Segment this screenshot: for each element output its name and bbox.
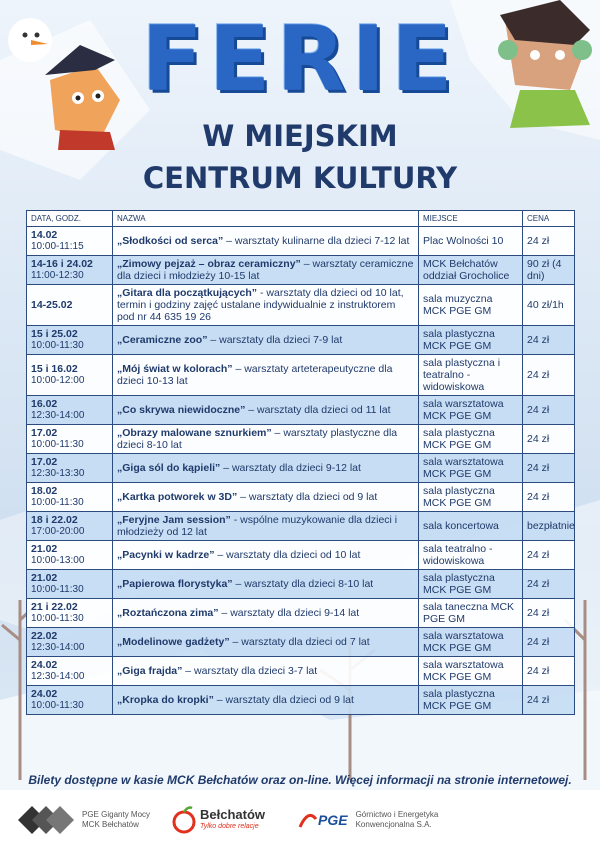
table-row	[27, 285, 575, 326]
cell-price: 40 zł/1h	[523, 285, 575, 326]
event-date: 15 i 25.02	[31, 328, 78, 340]
event-description: – warsztaty dla dzieci 7-9 lat	[207, 334, 343, 346]
mck-logo	[18, 790, 150, 849]
table-header-row	[27, 211, 575, 227]
event-date: 18 i 22.02	[31, 514, 78, 526]
cell-price: 24 zł	[523, 483, 575, 512]
event-date: 21.02	[31, 572, 58, 584]
event-time: 10:00-12:00	[31, 375, 85, 386]
cell-price: 24 zł	[523, 599, 575, 628]
table-row	[27, 541, 575, 570]
cell-place: sala plastyczna MCK PGE GM	[419, 686, 523, 715]
cell-name	[113, 326, 419, 355]
event-description: – warsztaty dla dzieci od 7 lat	[229, 636, 370, 648]
cell-name	[113, 599, 419, 628]
cell-name	[113, 227, 419, 256]
cell-place: sala plastyczna MCK PGE GM	[419, 483, 523, 512]
cell-price: 24 zł	[523, 570, 575, 599]
belchatow-name: Bełchatów	[200, 807, 266, 822]
header-name: NAZWA	[113, 211, 419, 227]
event-date: 17.02	[31, 427, 58, 439]
subtitle-line-1: W MIEJSKIM	[202, 119, 398, 153]
belchatow-logo	[172, 790, 265, 849]
cell-date	[27, 570, 113, 599]
event-date: 14-16 i 24.02	[31, 258, 93, 270]
event-description: – warsztaty dla dzieci 8-10 lat	[232, 578, 374, 590]
cell-price: 24 zł	[523, 227, 575, 256]
cell-name	[113, 285, 419, 326]
header-price: CENA	[523, 211, 575, 227]
mck-logo-line1: PGE Giganty Mocy	[82, 809, 151, 819]
event-title: „Mój świat w kolorach”	[117, 363, 233, 375]
event-title: „Kropka do kropki”	[117, 694, 214, 706]
table-row	[27, 256, 575, 285]
cell-place: sala teatralno -widowiskowa	[419, 541, 523, 570]
event-description: – warsztaty ceramiczne dla dzieci i młodzieży 10-15 lat	[117, 258, 414, 282]
cell-price: 24 zł	[523, 657, 575, 686]
pge-line2: Konwencjonalna S.A.	[355, 819, 432, 829]
cell-date	[27, 396, 113, 425]
cell-date	[27, 657, 113, 686]
table-row	[27, 425, 575, 454]
cell-place: sala plastyczna i teatralno -widowiskowa	[419, 355, 523, 396]
event-title: „Feryjne Jam session”	[117, 514, 231, 526]
cell-name	[113, 454, 419, 483]
event-title: „Ceramiczne zoo”	[117, 334, 208, 346]
event-time: 12:30-14:00	[31, 642, 85, 653]
cell-place: Plac Wolności 10	[419, 227, 523, 256]
event-time: 10:00-11:30	[31, 700, 84, 711]
event-title: „Zimowy pejzaż – obraz ceramiczny”	[117, 258, 301, 270]
event-description: - warsztaty dla dzieci od 10 lat, termin i godziny zajęć ustalane indywidualnie z instruktorem pod nr 44 635 19 26	[117, 287, 404, 323]
cell-name	[113, 686, 419, 715]
table-row	[27, 570, 575, 599]
event-time: 10:00-11:30	[31, 340, 84, 351]
event-time: 10:00-11:30	[31, 439, 84, 450]
header-date: DATA, GODZ.	[27, 211, 113, 227]
mck-logo-line2: MCK Bełchatów	[82, 819, 139, 829]
cell-place: sala warsztatowa MCK PGE GM	[419, 657, 523, 686]
cell-price: 90 zł (4 dni)	[523, 256, 575, 285]
cell-date	[27, 512, 113, 541]
event-time: 12:30-14:00	[31, 410, 85, 421]
pge-arc-icon	[298, 809, 318, 831]
event-date: 16.02	[31, 398, 58, 410]
event-description: – warsztaty kulinarne dla dzieci 7-12 lat	[223, 235, 410, 247]
cell-place: sala plastyczna MCK PGE GM	[419, 425, 523, 454]
event-time: 10:00-11:30	[31, 613, 84, 624]
event-title: „Giga sól do kąpieli”	[117, 462, 221, 474]
event-description: – warsztaty plastyczne dla dzieci 8-10 lat	[117, 427, 398, 451]
event-title: „Papierowa florystyka”	[117, 578, 233, 590]
event-description: – warsztaty dla dzieci od 9 lat	[237, 491, 378, 503]
event-date: 22.02	[31, 630, 58, 642]
table-row	[27, 396, 575, 425]
cell-price: 24 zł	[523, 355, 575, 396]
cell-name	[113, 657, 419, 686]
event-time: 10:00-11:15	[31, 241, 84, 252]
cell-place: sala plastyczna MCK PGE GM	[419, 570, 523, 599]
cell-place: sala plastyczna MCK PGE GM	[419, 326, 523, 355]
cell-name	[113, 512, 419, 541]
event-description: - wspólne muzykowanie dla dzieci i młodzieży od 12 lat	[117, 514, 398, 538]
cell-name	[113, 541, 419, 570]
cell-place: sala taneczna MCK PGE GM	[419, 599, 523, 628]
cell-date	[27, 425, 113, 454]
event-date: 21 i 22.02	[31, 601, 78, 613]
event-title: „Gitara dla początkujących”	[117, 287, 258, 299]
event-title: „Obrazy malowane sznurkiem”	[117, 427, 272, 439]
event-time: 10:00-11:30	[31, 497, 84, 508]
event-description: – warsztaty dla dzieci 9-12 lat	[220, 462, 361, 474]
table-row	[27, 628, 575, 657]
cell-price: bezpłatnie	[523, 512, 575, 541]
table-row	[27, 454, 575, 483]
event-date: 18.02	[31, 485, 58, 497]
cell-date	[27, 285, 113, 326]
cell-name	[113, 483, 419, 512]
pge-name: PGE	[318, 811, 348, 828]
main-title: FERIE	[141, 7, 459, 112]
schedule-table	[26, 210, 575, 715]
event-title: „Kartka potworek w 3D”	[117, 491, 238, 503]
table-row	[27, 686, 575, 715]
event-title: „Roztańczona zima”	[117, 607, 219, 619]
event-date: 14.02	[31, 229, 58, 241]
header	[0, 0, 600, 205]
event-time: 12:30-14:00	[31, 671, 85, 682]
cell-place: sala muzyczna MCK PGE GM	[419, 285, 523, 326]
cell-place: sala koncertowa	[419, 512, 523, 541]
event-date: 17.02	[31, 456, 58, 468]
cell-date	[27, 454, 113, 483]
cell-price: 24 zł	[523, 326, 575, 355]
table-row	[27, 227, 575, 256]
cell-place: sala warsztatowa MCK PGE GM	[419, 628, 523, 657]
cell-date	[27, 355, 113, 396]
event-description: – warsztaty dla dzieci od 11 lat	[245, 404, 391, 416]
cell-date	[27, 686, 113, 715]
cell-price: 24 zł	[523, 425, 575, 454]
belchatow-tagline: Tylko dobre relacje	[200, 823, 259, 830]
event-time: 11:00-12:30	[31, 270, 84, 281]
cell-name	[113, 628, 419, 657]
table-row	[27, 326, 575, 355]
event-title: „Co skrywa niewidoczne”	[117, 404, 246, 416]
cell-name	[113, 396, 419, 425]
cell-name	[113, 425, 419, 454]
event-title: „Słodkości od serca”	[117, 235, 224, 247]
header-place: MIEJSCE	[419, 211, 523, 227]
cell-price: 24 zł	[523, 541, 575, 570]
event-time: 10:00-13:00	[31, 555, 85, 566]
pge-line1: Górnictwo i Energetyka	[355, 809, 439, 819]
event-description: – warsztaty arteterapeutyczne dla dzieci 10-13 lat	[117, 363, 393, 387]
cell-place: sala warsztatowa MCK PGE GM	[419, 454, 523, 483]
event-title: „Pacynki w kadrze”	[117, 549, 215, 561]
cell-date	[27, 628, 113, 657]
event-description: – warsztaty dla dzieci od 10 lat	[214, 549, 361, 561]
cell-date	[27, 483, 113, 512]
cell-date	[27, 599, 113, 628]
cell-date	[27, 541, 113, 570]
cell-price: 24 zł	[523, 628, 575, 657]
event-time: 10:00-11:30	[31, 584, 84, 595]
cell-price: 24 zł	[523, 454, 575, 483]
event-date: 24.02	[31, 659, 58, 671]
table-row	[27, 483, 575, 512]
logo-bar	[0, 790, 600, 849]
event-description: – warsztaty dla dzieci 9-14 lat	[218, 607, 360, 619]
cell-name	[113, 256, 419, 285]
event-date: 14-25.02	[31, 299, 73, 311]
apple-icon	[172, 805, 196, 835]
event-title: „Modelinowe gadżety”	[117, 636, 230, 648]
event-time: 17:00-20:00	[31, 526, 85, 537]
table-row	[27, 657, 575, 686]
event-description: – warsztaty dla dzieci od 9 lat	[213, 694, 354, 706]
table-row	[27, 599, 575, 628]
event-description: – warsztaty dla dzieci 3-7 lat	[182, 665, 318, 677]
cell-date	[27, 326, 113, 355]
cell-name	[113, 570, 419, 599]
table-row	[27, 512, 575, 541]
cell-name	[113, 355, 419, 396]
event-time: 12:30-13:30	[31, 468, 85, 479]
pge-logo	[298, 790, 438, 849]
event-title: „Giga frajda”	[117, 665, 183, 677]
cell-price: 24 zł	[523, 686, 575, 715]
subtitle-line-2: CENTRUM KULTURY	[142, 161, 458, 195]
event-date: 21.02	[31, 543, 58, 555]
giganty-mocy-icon	[18, 800, 76, 840]
event-date: 15 i 16.02	[31, 363, 78, 375]
table-row	[27, 355, 575, 396]
cell-price: 24 zł	[523, 396, 575, 425]
cell-place: MCK Bełchatów oddział Grocholice	[419, 256, 523, 285]
ticket-info: Bilety dostępne w kasie MCK Bełchatów oraz on-line. Więcej informacji na stronie internetowej.	[28, 773, 572, 787]
cell-place: sala warsztatowa MCK PGE GM	[419, 396, 523, 425]
event-date: 24.02	[31, 688, 58, 700]
cell-date	[27, 227, 113, 256]
cell-date	[27, 256, 113, 285]
